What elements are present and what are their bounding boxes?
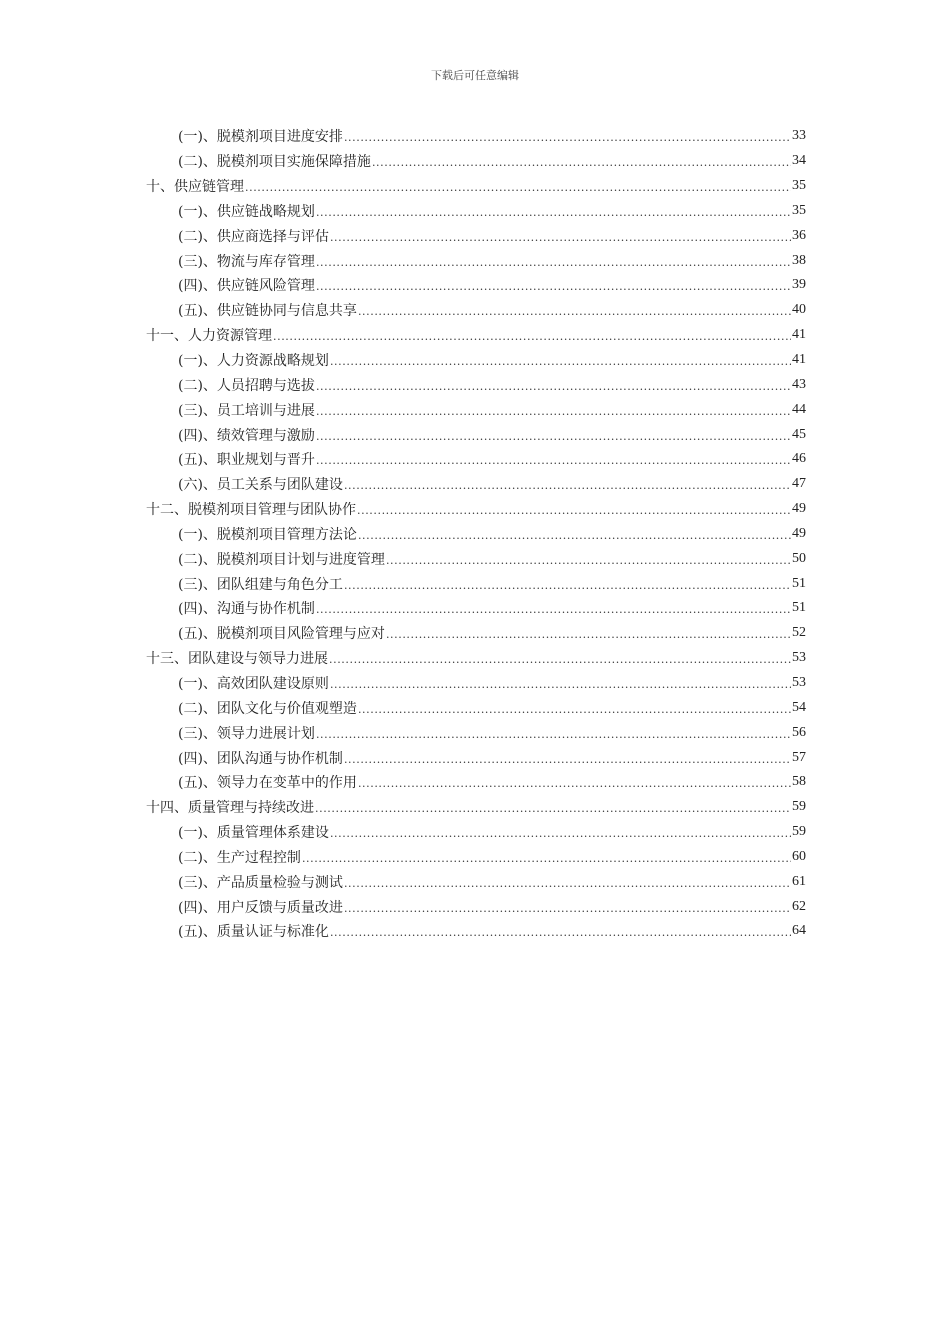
- toc-dot-leader: [316, 403, 791, 417]
- toc-section-entry[interactable]: [146, 422, 806, 447]
- toc-section-entry[interactable]: [146, 869, 806, 894]
- toc-dot-leader: [357, 502, 791, 516]
- toc-page-number: 35: [792, 202, 806, 218]
- toc-page-number: 49: [792, 501, 806, 517]
- toc-section-entry[interactable]: [146, 621, 806, 646]
- toc-section-entry[interactable]: [146, 273, 806, 298]
- toc-dot-leader: [344, 577, 791, 591]
- toc-section-entry[interactable]: [146, 199, 806, 224]
- toc-page-number: 60: [792, 848, 806, 864]
- toc-page-number: 49: [792, 525, 806, 541]
- toc-entry-title: 十三、团队建设与领导力进展: [146, 651, 328, 668]
- toc-dot-leader: [316, 378, 791, 392]
- toc-page-number: 33: [792, 128, 806, 144]
- toc-section-entry[interactable]: [146, 546, 806, 571]
- toc-page-number: 51: [792, 600, 806, 616]
- toc-page-number: 34: [792, 153, 806, 169]
- toc-dot-leader: [344, 477, 791, 491]
- toc-page-number: 45: [792, 426, 806, 442]
- toc-section-entry[interactable]: [146, 397, 806, 422]
- toc-dot-leader: [245, 179, 791, 193]
- toc-page-number: 57: [792, 749, 806, 765]
- toc-dot-leader: [302, 850, 791, 864]
- toc-dot-leader: [316, 452, 791, 466]
- toc-page-number: 64: [792, 923, 806, 939]
- toc-entry-title: 十、供应链管理: [146, 179, 244, 196]
- toc-section-entry[interactable]: [146, 298, 806, 323]
- toc-dot-leader: [358, 775, 791, 789]
- toc-entry-title: (六)、员工关系与团队建设: [178, 477, 343, 494]
- toc-entry-title: (二)、供应商选择与评估: [178, 228, 329, 245]
- toc-entry-title: (二)、生产过程控制: [178, 849, 301, 866]
- toc-entry-title: 十二、脱模剂项目管理与团队协作: [146, 502, 356, 519]
- toc-entry-title: (一)、脱模剂项目管理方法论: [178, 526, 357, 543]
- toc-section-entry[interactable]: [146, 671, 806, 696]
- toc-section-entry[interactable]: [146, 695, 806, 720]
- toc-page-number: 59: [792, 799, 806, 815]
- toc-section-entry[interactable]: [146, 844, 806, 869]
- toc-page-number: 56: [792, 724, 806, 740]
- toc-entry-title: (二)、脱模剂项目实施保障措施: [178, 154, 371, 171]
- toc-section-entry[interactable]: [146, 770, 806, 795]
- toc-entry-title: (四)、团队沟通与协作机制: [178, 750, 343, 767]
- toc-entry-title: (一)、脱模剂项目进度安排: [178, 129, 343, 146]
- toc-dot-leader: [330, 229, 791, 243]
- toc-section-entry[interactable]: [146, 745, 806, 770]
- toc-page-number: 58: [792, 774, 806, 790]
- toc-page-number: 51: [792, 575, 806, 591]
- toc-page-number: 44: [792, 401, 806, 417]
- toc-dot-leader: [386, 552, 791, 566]
- toc-section-entry[interactable]: [146, 223, 806, 248]
- toc-section-entry[interactable]: [146, 447, 806, 472]
- toc-entry-title: (三)、产品质量检验与测试: [178, 874, 343, 891]
- toc-section-entry[interactable]: [146, 248, 806, 273]
- toc-entry-title: (五)、职业规划与晋升: [178, 452, 315, 469]
- toc-page-number: 47: [792, 476, 806, 492]
- toc-entry-title: (三)、员工培训与进展: [178, 402, 315, 419]
- toc-page-number: 53: [792, 674, 806, 690]
- toc-page-number: 46: [792, 451, 806, 467]
- toc-dot-leader: [329, 651, 791, 665]
- toc-dot-leader: [316, 601, 791, 615]
- toc-dot-leader: [316, 726, 791, 740]
- toc-entry-title: (三)、领导力进展计划: [178, 725, 315, 742]
- toc-entry-title: (四)、沟通与协作机制: [178, 601, 315, 618]
- toc-page-number: 41: [792, 327, 806, 343]
- toc-entry-title: (四)、用户反馈与质量改进: [178, 899, 343, 916]
- toc-section-entry[interactable]: [146, 720, 806, 745]
- toc-entry-title: 十一、人力资源管理: [146, 328, 272, 345]
- toc-dot-leader: [330, 353, 791, 367]
- toc-dot-leader: [316, 204, 791, 218]
- toc-entry-title: (二)、人员招聘与选拔: [178, 377, 315, 394]
- toc-section-entry[interactable]: [146, 571, 806, 596]
- toc-dot-leader: [358, 527, 791, 541]
- toc-page-number: 38: [792, 252, 806, 268]
- toc-page-number: 62: [792, 898, 806, 914]
- toc-page-number: 54: [792, 699, 806, 715]
- toc-entry-title: (一)、质量管理体系建设: [178, 825, 329, 842]
- toc-dot-leader: [315, 800, 791, 814]
- toc-entry-title: (五)、质量认证与标准化: [178, 924, 329, 941]
- toc-page-number: 36: [792, 227, 806, 243]
- toc-chapter-entry[interactable]: [146, 646, 806, 671]
- toc-section-entry[interactable]: [146, 372, 806, 397]
- toc-entry-title: (三)、团队组建与角色分工: [178, 576, 343, 593]
- toc-section-entry[interactable]: [146, 149, 806, 174]
- toc-page-number: 40: [792, 302, 806, 318]
- toc-entry-title: (二)、团队文化与价值观塑造: [178, 700, 357, 717]
- toc-entry-title: (五)、脱模剂项目风险管理与应对: [178, 626, 385, 643]
- toc-dot-leader: [316, 278, 791, 292]
- toc-entry-title: (二)、脱模剂项目计划与进度管理: [178, 551, 385, 568]
- toc-page-number: 39: [792, 277, 806, 293]
- toc-dot-leader: [330, 924, 791, 938]
- toc-section-entry[interactable]: [146, 522, 806, 547]
- toc-chapter-entry[interactable]: [146, 323, 806, 348]
- toc-dot-leader: [344, 129, 791, 143]
- toc-section-entry[interactable]: [146, 894, 806, 919]
- toc-dot-leader: [344, 751, 791, 765]
- toc-section-entry[interactable]: [146, 919, 806, 944]
- toc-chapter-entry[interactable]: [146, 795, 806, 820]
- toc-entry-title: (一)、人力资源战略规划: [178, 353, 329, 370]
- toc-entry-title: (一)、供应链战略规划: [178, 203, 315, 220]
- toc-page-number: 43: [792, 376, 806, 392]
- toc-page-number: 50: [792, 550, 806, 566]
- toc-section-entry[interactable]: [146, 596, 806, 621]
- toc-dot-leader: [273, 328, 791, 342]
- table-of-contents: [146, 124, 806, 944]
- toc-dot-leader: [330, 825, 791, 839]
- toc-dot-leader: [344, 875, 791, 889]
- toc-entry-title: 十四、质量管理与持续改进: [146, 800, 314, 817]
- toc-entry-title: (三)、物流与库存管理: [178, 253, 315, 270]
- toc-page-number: 53: [792, 650, 806, 666]
- toc-page-number: 61: [792, 873, 806, 889]
- toc-dot-leader: [372, 154, 791, 168]
- toc-page-number: 41: [792, 352, 806, 368]
- toc-chapter-entry[interactable]: [146, 174, 806, 199]
- toc-section-entry[interactable]: [146, 348, 806, 373]
- toc-dot-leader: [316, 428, 791, 442]
- toc-entry-title: (一)、高效团队建设原则: [178, 675, 329, 692]
- toc-dot-leader: [344, 900, 791, 914]
- toc-page-number: 59: [792, 824, 806, 840]
- page-header: 下载后可任意编辑: [431, 69, 519, 82]
- toc-entry-title: (四)、绩效管理与激励: [178, 427, 315, 444]
- toc-section-entry[interactable]: [146, 124, 806, 149]
- toc-dot-leader: [330, 676, 791, 690]
- toc-page-number: 35: [792, 178, 806, 194]
- toc-section-entry[interactable]: [146, 820, 806, 845]
- toc-section-entry[interactable]: [146, 472, 806, 497]
- toc-page-number: 52: [792, 625, 806, 641]
- toc-entry-title: (五)、领导力在变革中的作用: [178, 775, 357, 792]
- toc-dot-leader: [386, 626, 791, 640]
- toc-entry-title: (五)、供应链协同与信息共享: [178, 303, 357, 320]
- toc-entry-title: (四)、供应链风险管理: [178, 278, 315, 295]
- toc-dot-leader: [316, 254, 791, 268]
- toc-dot-leader: [358, 303, 791, 317]
- toc-chapter-entry[interactable]: [146, 497, 806, 522]
- toc-dot-leader: [358, 701, 791, 715]
